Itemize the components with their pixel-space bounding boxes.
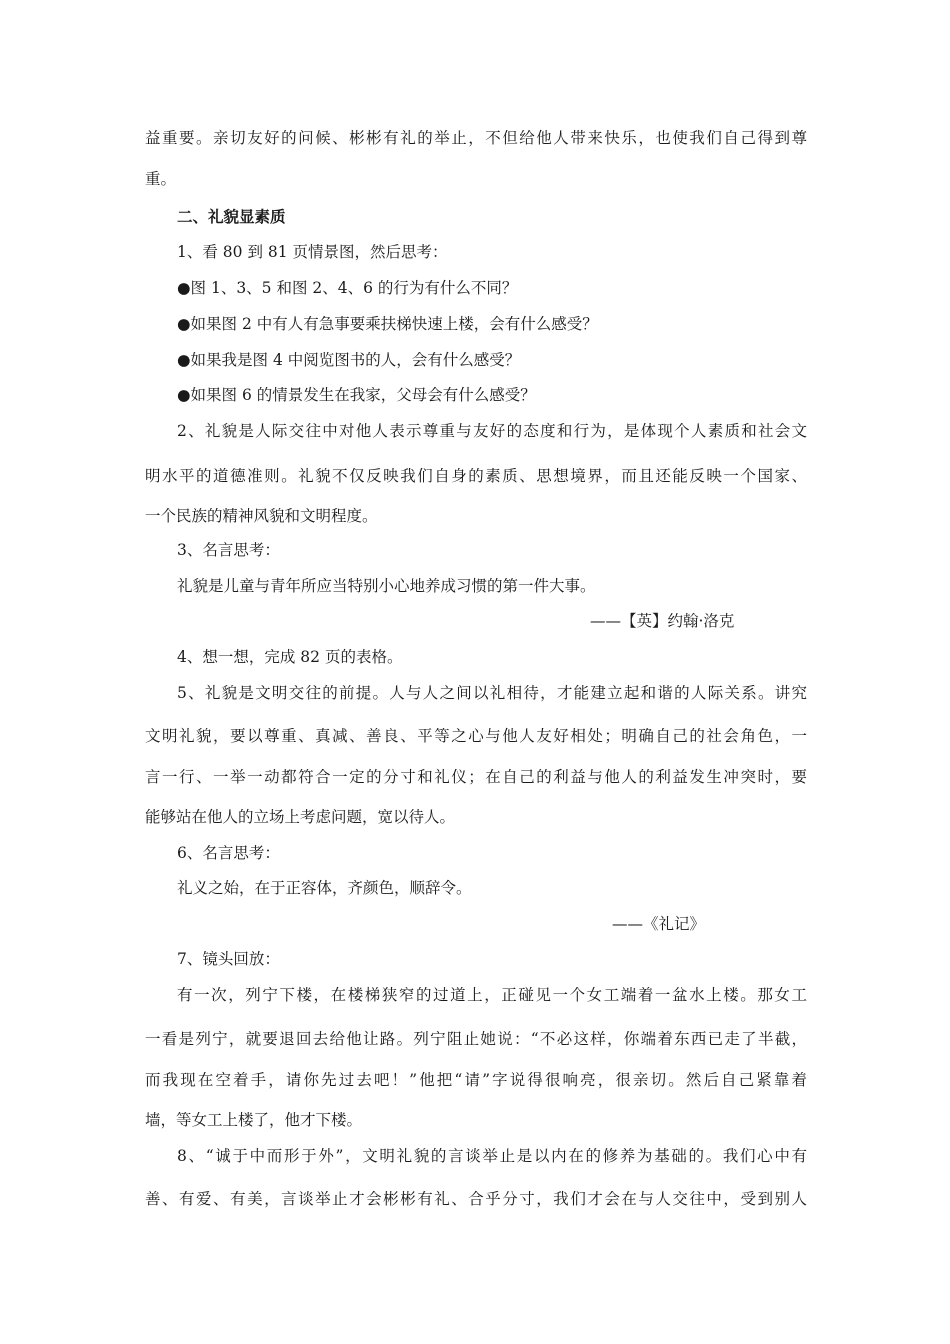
quote-text: 礼貌是儿童与青年所应当特别小心地养成习惯的第一件大事。 — [177, 577, 596, 595]
paragraph-line: 重。 — [145, 170, 177, 188]
bullet-item: ●如果图 2 中有人有急事要乘扶梯快速上楼，会有什么感受？ — [177, 315, 598, 333]
quote-text: 礼义之始，在于正容体，齐颜色，顺辞令。 — [177, 879, 472, 897]
paragraph-line: 善、有爱、有美，言谈举止才会彬彬有礼、合乎分寸，我们才会在与人交往中，受到别人 — [145, 1190, 807, 1208]
paragraph-line: 能够站在他人的立场上考虑问题，宽以待人。 — [145, 808, 456, 826]
paragraph-line: 6、名言思考： — [177, 844, 280, 862]
paragraph-line: 而我现在空着手，请你先过去吧！”他把“请”字说得很响亮，很亲切。然后自己紧靠着 — [145, 1071, 807, 1089]
quote-attribution: ——《礼记》 — [612, 915, 706, 933]
paragraph-line: 7、镜头回放： — [177, 950, 280, 968]
paragraph-line: 文明礼貌，要以尊重、真减、善良、平等之心与他人友好相处；明确自己的社会角色，一 — [145, 727, 807, 745]
paragraph-line: 墙，等女工上楼了，他才下楼。 — [145, 1111, 363, 1129]
paragraph-line: 8、“诚于中而形于外”，文明礼貌的言谈举止是以内在的修养为基础的。我们心中有 — [177, 1147, 807, 1165]
paragraph-line: 5、礼貌是文明交往的前提。人与人之间以礼相待，才能建立起和谐的人际关系。讲究 — [177, 684, 807, 702]
bullet-item: ●如果图 6 的情景发生在我家，父母会有什么感受？ — [177, 386, 536, 404]
paragraph-line: 言一行、一举一动都符合一定的分寸和礼仪；在自己的利益与他人的利益发生冲突时，要 — [145, 768, 807, 786]
paragraph-line: 2、礼貌是人际交往中对他人表示尊重与友好的态度和行为，是体现个人素质和社会文 — [177, 422, 807, 440]
paragraph-line: 益重要。亲切友好的问候、彬彬有礼的举止，不但给他人带来快乐，也使我们自己得到尊 — [145, 129, 807, 147]
bullet-item: ●如果我是图 4 中阅览图书的人，会有什么感受？ — [177, 351, 521, 369]
paragraph-line: 明水平的道德准则。礼貌不仅反映我们自身的素质、思想境界，而且还能反映一个国家、 — [145, 467, 807, 485]
paragraph-line: 一个民族的精神风貌和文明程度。 — [145, 507, 378, 525]
paragraph-line: 4、想一想，完成 82 页的表格。 — [177, 648, 403, 666]
paragraph-line: 3、名言思考： — [177, 541, 280, 559]
paragraph-line: 一看是列宁，就要退回去给他让路。列宁阻止她说：“不必这样，你端着东西已走了半截， — [145, 1030, 807, 1048]
section-heading: 二、礼貌显素质 — [177, 207, 286, 226]
paragraph-line: 1、看 80 到 81 页情景图，然后思考： — [177, 243, 448, 261]
paragraph-line: 有一次，列宁下楼，在楼梯狭窄的过道上，正碰见一个女工端着一盆水上楼。那女工 — [177, 986, 807, 1004]
bullet-item: ●图 1、3、5 和图 2、4、6 的行为有什么不同？ — [177, 279, 518, 297]
quote-attribution: ——【英】约翰·洛克 — [590, 612, 735, 630]
